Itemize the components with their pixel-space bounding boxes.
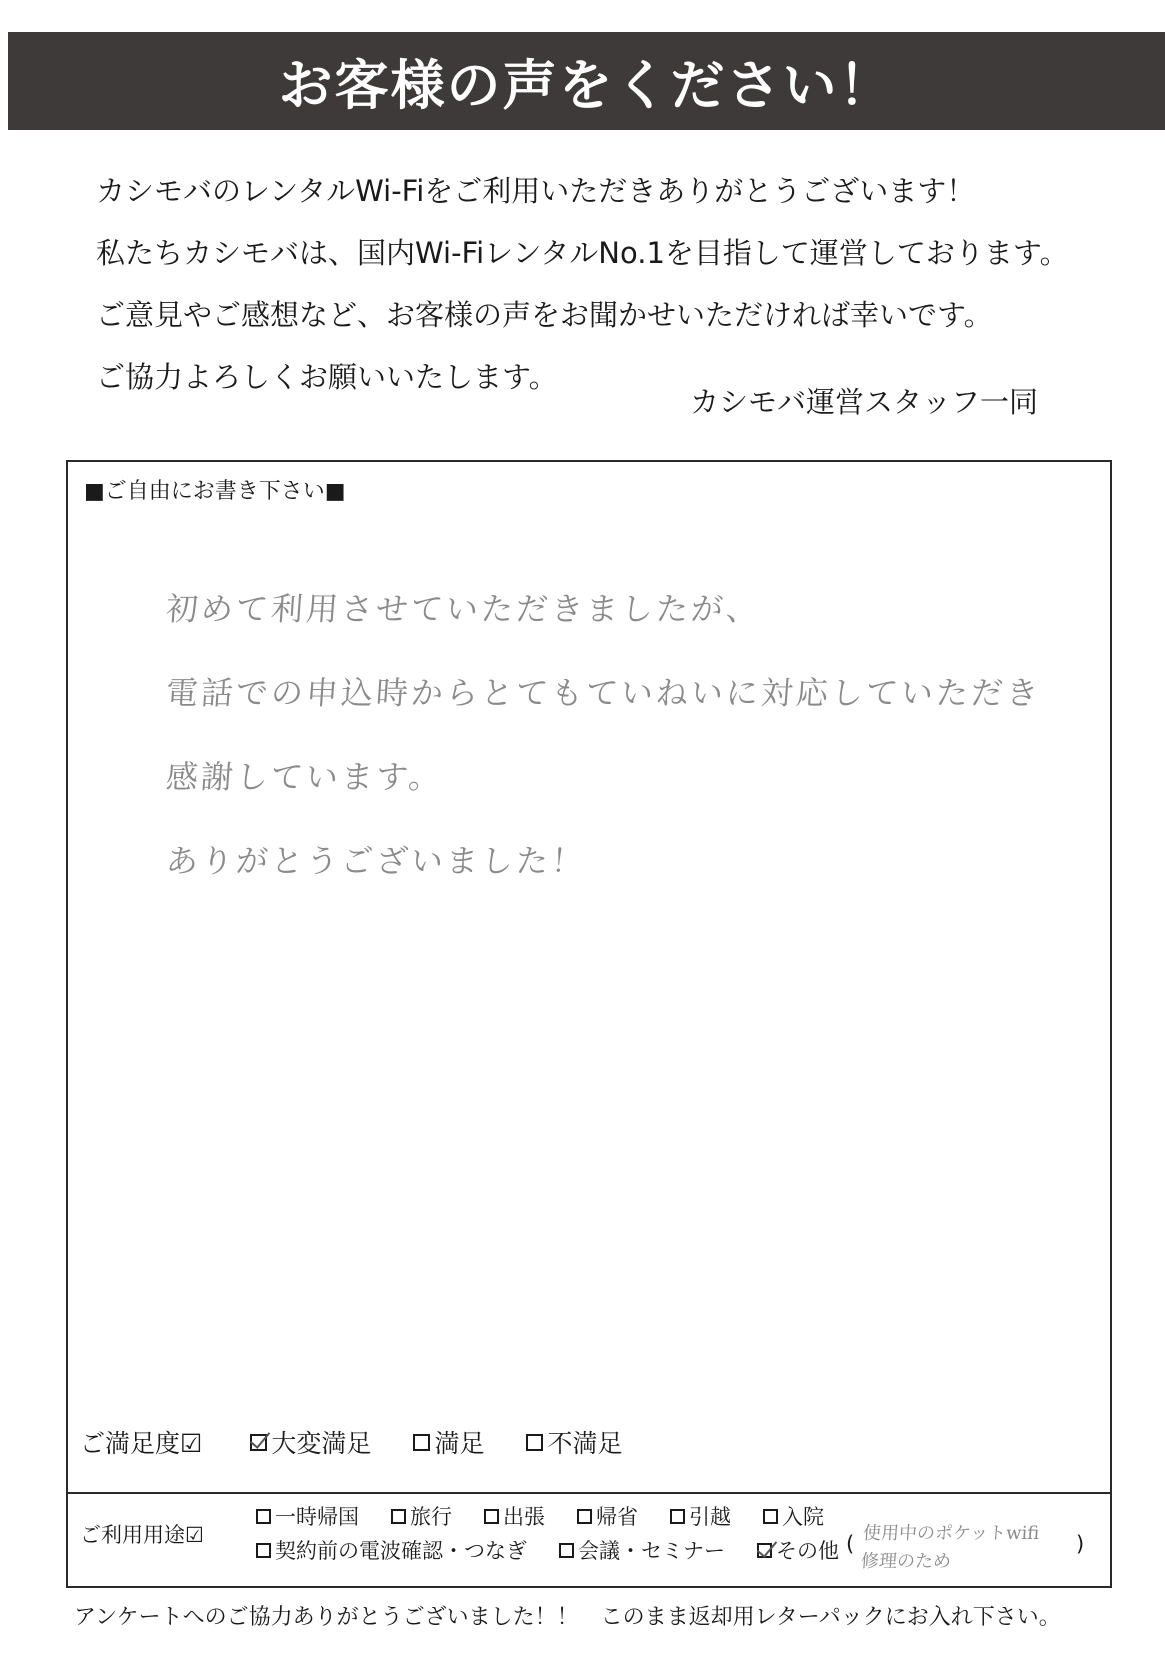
option-label: 入院	[782, 1505, 824, 1529]
handwritten-line: 初めて利用させていただきましたが、	[164, 590, 763, 628]
option-label: 帰省	[596, 1505, 638, 1529]
checkbox-icon[interactable]	[391, 1509, 406, 1524]
free-comment-label: ■ご自由にお書き下さい■	[84, 479, 346, 504]
satisfaction-option-unsatisfied[interactable]	[526, 1424, 622, 1460]
option-label: 一時帰国	[275, 1505, 359, 1529]
intro-line: ご意見やご感想など、お客様の声をお聞かせいただければ幸いです。	[96, 298, 993, 332]
other-open-paren: (	[846, 1532, 855, 1556]
checkbox-icon[interactable]	[577, 1509, 592, 1524]
option-label: 不満足	[547, 1429, 623, 1458]
intro-line: カシモバのレンタルWi-Fiをご利用いただきありがとうございます！	[96, 174, 976, 208]
usage-option-business-trip[interactable]	[484, 1501, 545, 1531]
handwritten-line: 感謝しています。	[164, 758, 445, 796]
satisfaction-row	[80, 1420, 664, 1464]
checkbox-icon[interactable]	[256, 1509, 271, 1524]
other-note-line: 使用中のポケットwifi	[862, 1523, 1041, 1544]
satisfaction-label: ご満足度☑	[80, 1429, 203, 1458]
checkbox-checked-icon[interactable]	[250, 1434, 267, 1451]
checkbox-checked-icon[interactable]	[757, 1543, 772, 1558]
usage-label: ご利用用途☑	[80, 1523, 204, 1547]
handwritten-line: ありがとうございました！	[164, 842, 588, 880]
feedback-form	[66, 460, 1112, 1588]
satisfaction-option-very-satisfied[interactable]	[250, 1424, 371, 1460]
option-label: 契約前の電波確認・つなぎ	[275, 1539, 527, 1563]
option-label: 引越	[689, 1505, 731, 1529]
handwritten-line: 電話での申込時からとてもていねいに対応していただき	[164, 674, 1043, 712]
checkbox-icon[interactable]	[559, 1543, 574, 1558]
signature: カシモバ運営スタッフ一同	[690, 385, 1039, 419]
usage-options-row-2	[256, 1534, 871, 1566]
option-label: 旅行	[410, 1505, 452, 1529]
intro-line: 私たちカシモバは、国内Wi-FiレンタルNo.1を目指して運営しております。	[96, 236, 1069, 270]
handwritten-comment[interactable]	[166, 567, 1046, 903]
usage-option-travel[interactable]	[391, 1501, 452, 1531]
option-label: その他	[776, 1539, 839, 1563]
checkbox-icon[interactable]	[526, 1434, 543, 1451]
other-close-paren: )	[1076, 1532, 1085, 1556]
page-title: お客様の声をください！	[278, 53, 895, 117]
checkbox-icon[interactable]	[256, 1543, 271, 1558]
option-label: 出張	[503, 1505, 545, 1529]
usage-option-temporary-return[interactable]	[256, 1501, 359, 1531]
usage-option-pre-contract-check[interactable]	[256, 1535, 527, 1565]
divider	[68, 1492, 1110, 1494]
usage-options-row-1	[256, 1500, 856, 1532]
option-label: 満足	[434, 1429, 485, 1458]
usage-option-homecoming[interactable]	[577, 1501, 638, 1531]
other-handwritten-note[interactable]	[860, 1520, 1040, 1576]
usage-option-moving[interactable]	[670, 1501, 731, 1531]
usage-option-meeting-seminar[interactable]	[559, 1535, 725, 1565]
usage-option-hospitalization[interactable]	[763, 1501, 824, 1531]
satisfaction-option-satisfied[interactable]	[413, 1424, 484, 1460]
option-label: 大変満足	[271, 1429, 372, 1458]
intro-line: ご協力よろしくお願いいたします。	[96, 360, 558, 394]
option-label: 会議・セミナー	[578, 1539, 725, 1563]
checkbox-icon[interactable]	[413, 1434, 430, 1451]
footer-note: アンケートへのご協力ありがとうございました！！ このまま返却用レターパックにお入れ下さい。	[74, 1605, 1061, 1630]
usage-option-other[interactable]	[757, 1535, 839, 1565]
checkbox-icon[interactable]	[670, 1509, 685, 1524]
other-note-line: 修理のため	[860, 1551, 952, 1572]
intro-message	[96, 160, 1096, 408]
checkbox-icon[interactable]	[763, 1509, 778, 1524]
header-band	[8, 32, 1165, 130]
checkbox-icon[interactable]	[484, 1509, 499, 1524]
